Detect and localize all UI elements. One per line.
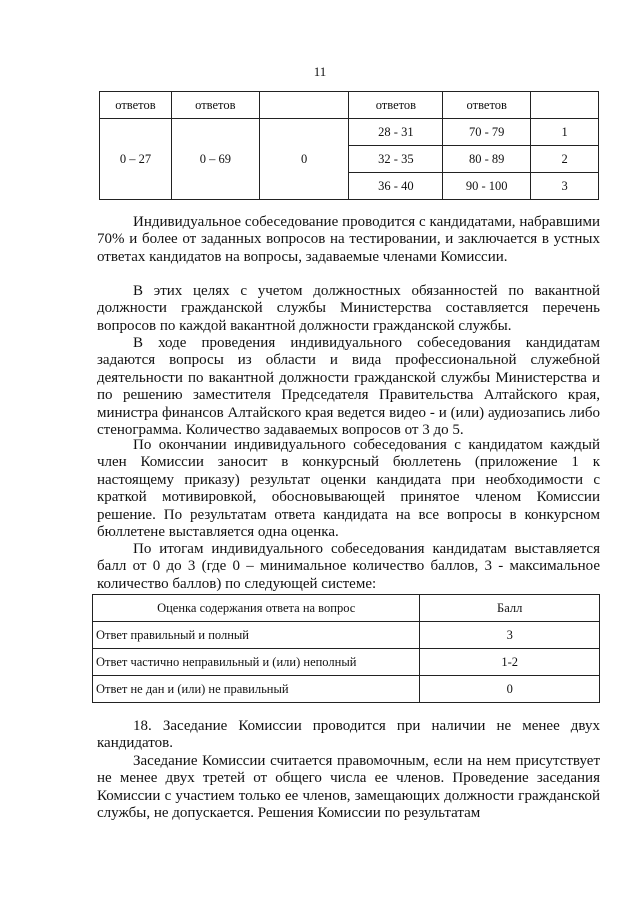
table-cell: 3 [531,173,599,200]
page-number: 11 [313,64,327,79]
paragraph-quorum: Заседание Комиссии считается правомочным, если на нем присутствует не менее двух третей от общего числа ее членов. Проведение заседания Комиссии с участием только ее членов, замещающих должности гражданской службы, не допускается. Решения Комиссии по результатам [97,753,600,822]
table-cell: 28 - 31 [349,119,443,146]
table-cell: ответов [100,92,172,119]
table-row [93,676,600,703]
table-cell: 36 - 40 [349,173,443,200]
table-header-row [93,595,600,622]
table-cell: 32 - 35 [349,146,443,173]
table-row [93,649,600,676]
paragraph-ballot: По окончании индивидуального собеседования с кандидатом каждый член Комиссии заносит в конкурсный бюллетень (приложение 1 к настоящему приказу) результат оценки кандидата при необходимости с краткой мотивировкой, обосновывающей принятое членом Комиссии решение. По результатам ответа кандидата на все вопросы в конкурсном бюллетене выставляется одна оценка. [97,437,600,541]
table-cell: 1 [531,119,599,146]
table-cell [259,92,349,119]
table-cell: 70 - 79 [443,119,531,146]
table-row [93,622,600,649]
table-cell: ответов [443,92,531,119]
paragraph-questions-list: В этих целях с учетом должностных обязанностей по вакантной должности гражданской службы Министерства составляется перечень вопросов по каждой вакантной должности гражданской службы. [97,283,600,334]
table-row [100,119,599,146]
table-cell: 80 - 89 [443,146,531,173]
table-header-cell: Балл [420,595,600,622]
grading-table [92,594,600,703]
table-cell: ответов [349,92,443,119]
table-cell [531,92,599,119]
score-table [99,91,599,200]
table-cell: 0 – 69 [171,119,259,200]
table-cell: ответов [171,92,259,119]
table-cell: 1-2 [420,649,600,676]
paragraph-interview: Индивидуальное собеседование проводится с кандидатами, набравшими 70% и более от заданных вопросов на тестировании, и заключается в устных ответах кандидатов на вопросы, задаваемые членами Комиссии. [97,214,600,265]
table-cell: Ответ не дан и (или) не правильный [93,676,420,703]
table-cell: 2 [531,146,599,173]
table-cell: 90 - 100 [443,173,531,200]
table-cell: 0 [420,676,600,703]
table-cell: 0 [259,119,349,200]
table-cell: 0 – 27 [100,119,172,200]
paragraph-section-18: 18. Заседание Комиссии проводится при наличии не менее двух кандидатов. [97,718,600,752]
table-cell: Ответ правильный и полный [93,622,420,649]
paragraph-interview-process: В ходе проведения индивидуального собеседования кандидатам задаются вопросы из области и вида профессиональной служебной деятельности по вакантной должности гражданской службы Министерства и по решению заместителя Председателя Правительства Алтайского края, министра финансов Алтайского края ведется видео - и (или) аудиозапись либо стенограмма. Количество задаваемых вопросов от 3 до 5. [97,335,600,439]
table-cell: Ответ частично неправильный и (или) неполный [93,649,420,676]
table-header-row [100,92,599,119]
paragraph-scoring: По итогам индивидуального собеседования кандидатам выставляется балл от 0 до 3 (где 0 – минимальное количество баллов, 3 - максимальное количество баллов) по следующей системе: [97,541,600,592]
table-header-cell: Оценка содержания ответа на вопрос [93,595,420,622]
table-cell: 3 [420,622,600,649]
